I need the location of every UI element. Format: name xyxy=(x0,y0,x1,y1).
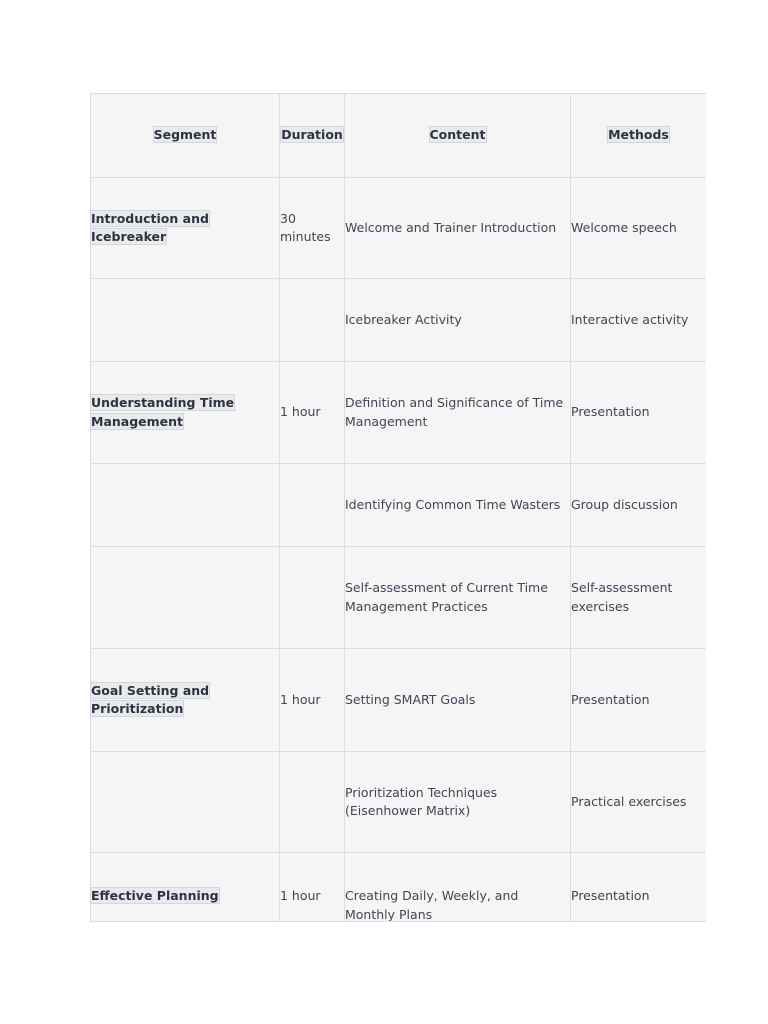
segment-cell: Effective Planning xyxy=(91,853,280,923)
methods-cell: Self-assessment exercises xyxy=(571,547,707,649)
table-row xyxy=(91,649,707,752)
content-cell: Welcome and Trainer Introduction xyxy=(345,178,571,279)
content-cell: Self-assessment of Current Time Management Practices xyxy=(345,547,571,649)
segment-cell: Understanding Time Management xyxy=(91,362,280,464)
table-row xyxy=(91,547,707,649)
content-cell: Creating Daily, Weekly, and Monthly Plans xyxy=(345,853,571,923)
table-row xyxy=(91,279,707,362)
content-cell: Definition and Significance of Time Management xyxy=(345,362,571,464)
table-header-row xyxy=(91,94,707,178)
content-cell: Icebreaker Activity xyxy=(345,279,571,362)
content-cell: Setting SMART Goals xyxy=(345,649,571,752)
duration-cell: 30 minutes xyxy=(280,178,345,279)
methods-cell: Presentation xyxy=(571,362,707,464)
training-schedule-table-wrapper xyxy=(90,93,706,922)
duration-cell: 1 hour xyxy=(280,853,345,923)
duration-cell: 1 hour xyxy=(280,649,345,752)
segment-cell xyxy=(91,464,280,547)
table-row xyxy=(91,853,707,923)
segment-cell: Introduction and Icebreaker xyxy=(91,178,280,279)
duration-cell xyxy=(280,547,345,649)
segment-cell xyxy=(91,752,280,853)
segment-cell xyxy=(91,547,280,649)
methods-cell: Practical exercises xyxy=(571,752,707,853)
segment-cell: Goal Setting and Prioritization xyxy=(91,649,280,752)
training-schedule-table xyxy=(90,93,706,922)
header-segment: Segment xyxy=(91,94,280,178)
content-cell: Identifying Common Time Wasters xyxy=(345,464,571,547)
header-duration: Duration xyxy=(280,94,345,178)
duration-cell xyxy=(280,752,345,853)
table-row xyxy=(91,464,707,547)
methods-cell: Interactive activity xyxy=(571,279,707,362)
segment-cell xyxy=(91,279,280,362)
duration-cell: 1 hour xyxy=(280,362,345,464)
content-cell: Prioritization Techniques (Eisenhower Matrix) xyxy=(345,752,571,853)
header-content: Content xyxy=(345,94,571,178)
methods-cell: Presentation xyxy=(571,853,707,923)
header-methods: Methods xyxy=(571,94,707,178)
table-row xyxy=(91,752,707,853)
table-row xyxy=(91,178,707,279)
methods-cell: Group discussion xyxy=(571,464,707,547)
methods-cell: Presentation xyxy=(571,649,707,752)
methods-cell: Welcome speech xyxy=(571,178,707,279)
duration-cell xyxy=(280,279,345,362)
duration-cell xyxy=(280,464,345,547)
table-row xyxy=(91,362,707,464)
